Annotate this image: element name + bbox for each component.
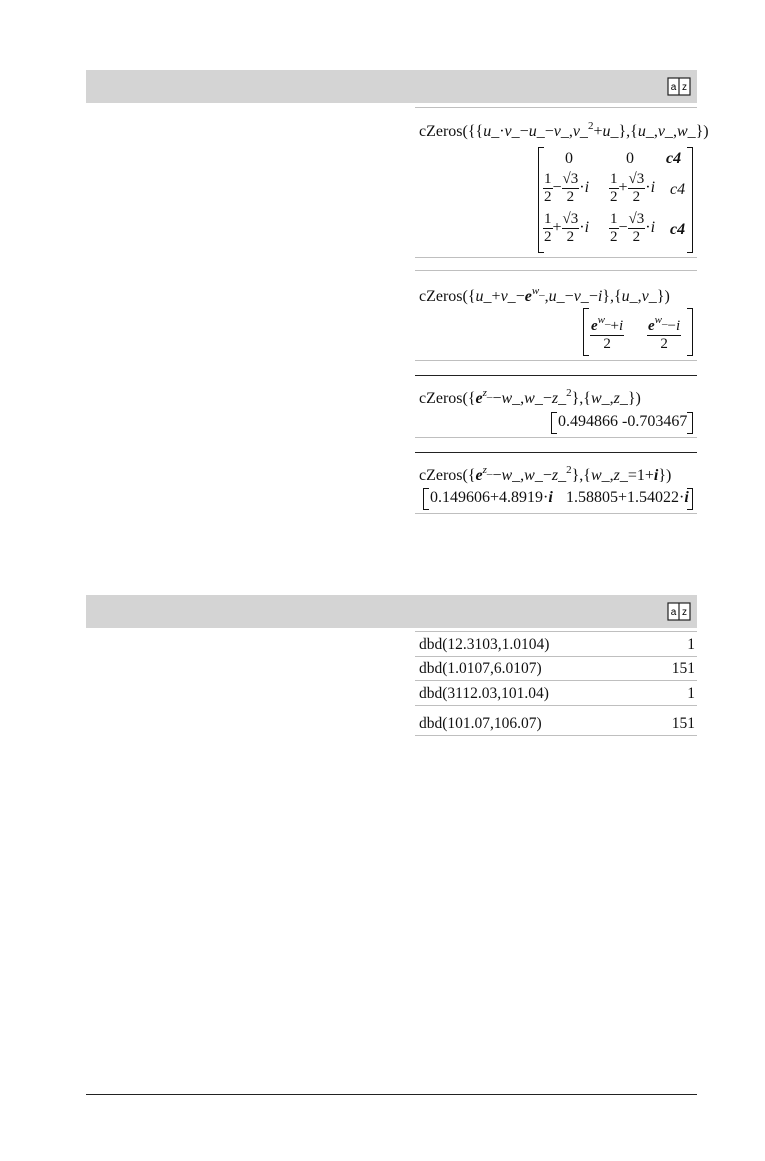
dbd-row: dbd(12.3103,1.0104) 1 <box>415 634 697 657</box>
divider <box>415 270 697 271</box>
footer-rule <box>86 1094 697 1095</box>
book-catalog-icon <box>667 602 691 622</box>
section-header-czeros <box>86 70 697 103</box>
divider <box>415 375 697 376</box>
dbd-row: dbd(101.07,106.07) 151 <box>415 713 697 736</box>
svg-text:z: z <box>682 82 687 93</box>
divider <box>415 437 697 438</box>
book-catalog-icon <box>667 77 691 97</box>
czeros4-input: $cZeros(\{e^{z\_}-w\_,w\_-z\_^2\},\{w\_,z\_=1+i\})$ <box>419 464 672 484</box>
czeros3-input: $cZeros(\{e^{z\_}-w\_,w\_-z\_^2\},\{w\_,z\_\})$ <box>419 387 641 407</box>
divider <box>415 513 697 514</box>
divider <box>415 631 697 632</box>
dbd-row: dbd(1.0107,6.0107) 151 <box>415 658 697 681</box>
divider <box>415 360 697 361</box>
svg-text:a: a <box>670 607 677 618</box>
czeros2-input: $cZeros(\{u\_+v\_-e^{w\_},u\_-v\_-i\},\{u\_,v\_\})$ <box>419 285 670 305</box>
svg-text:a: a <box>670 82 677 93</box>
czeros1-input: cZeros({{u_·v_−u_−v_,v_$^2$+u_},{u_,v_,w_}) <box>419 120 709 140</box>
divider <box>415 257 697 258</box>
section-header-dbd <box>86 595 697 628</box>
divider <box>415 452 697 453</box>
svg-text:z: z <box>682 607 687 618</box>
divider <box>415 107 697 108</box>
dbd-row: dbd(3112.03,101.04) 1 <box>415 683 697 706</box>
